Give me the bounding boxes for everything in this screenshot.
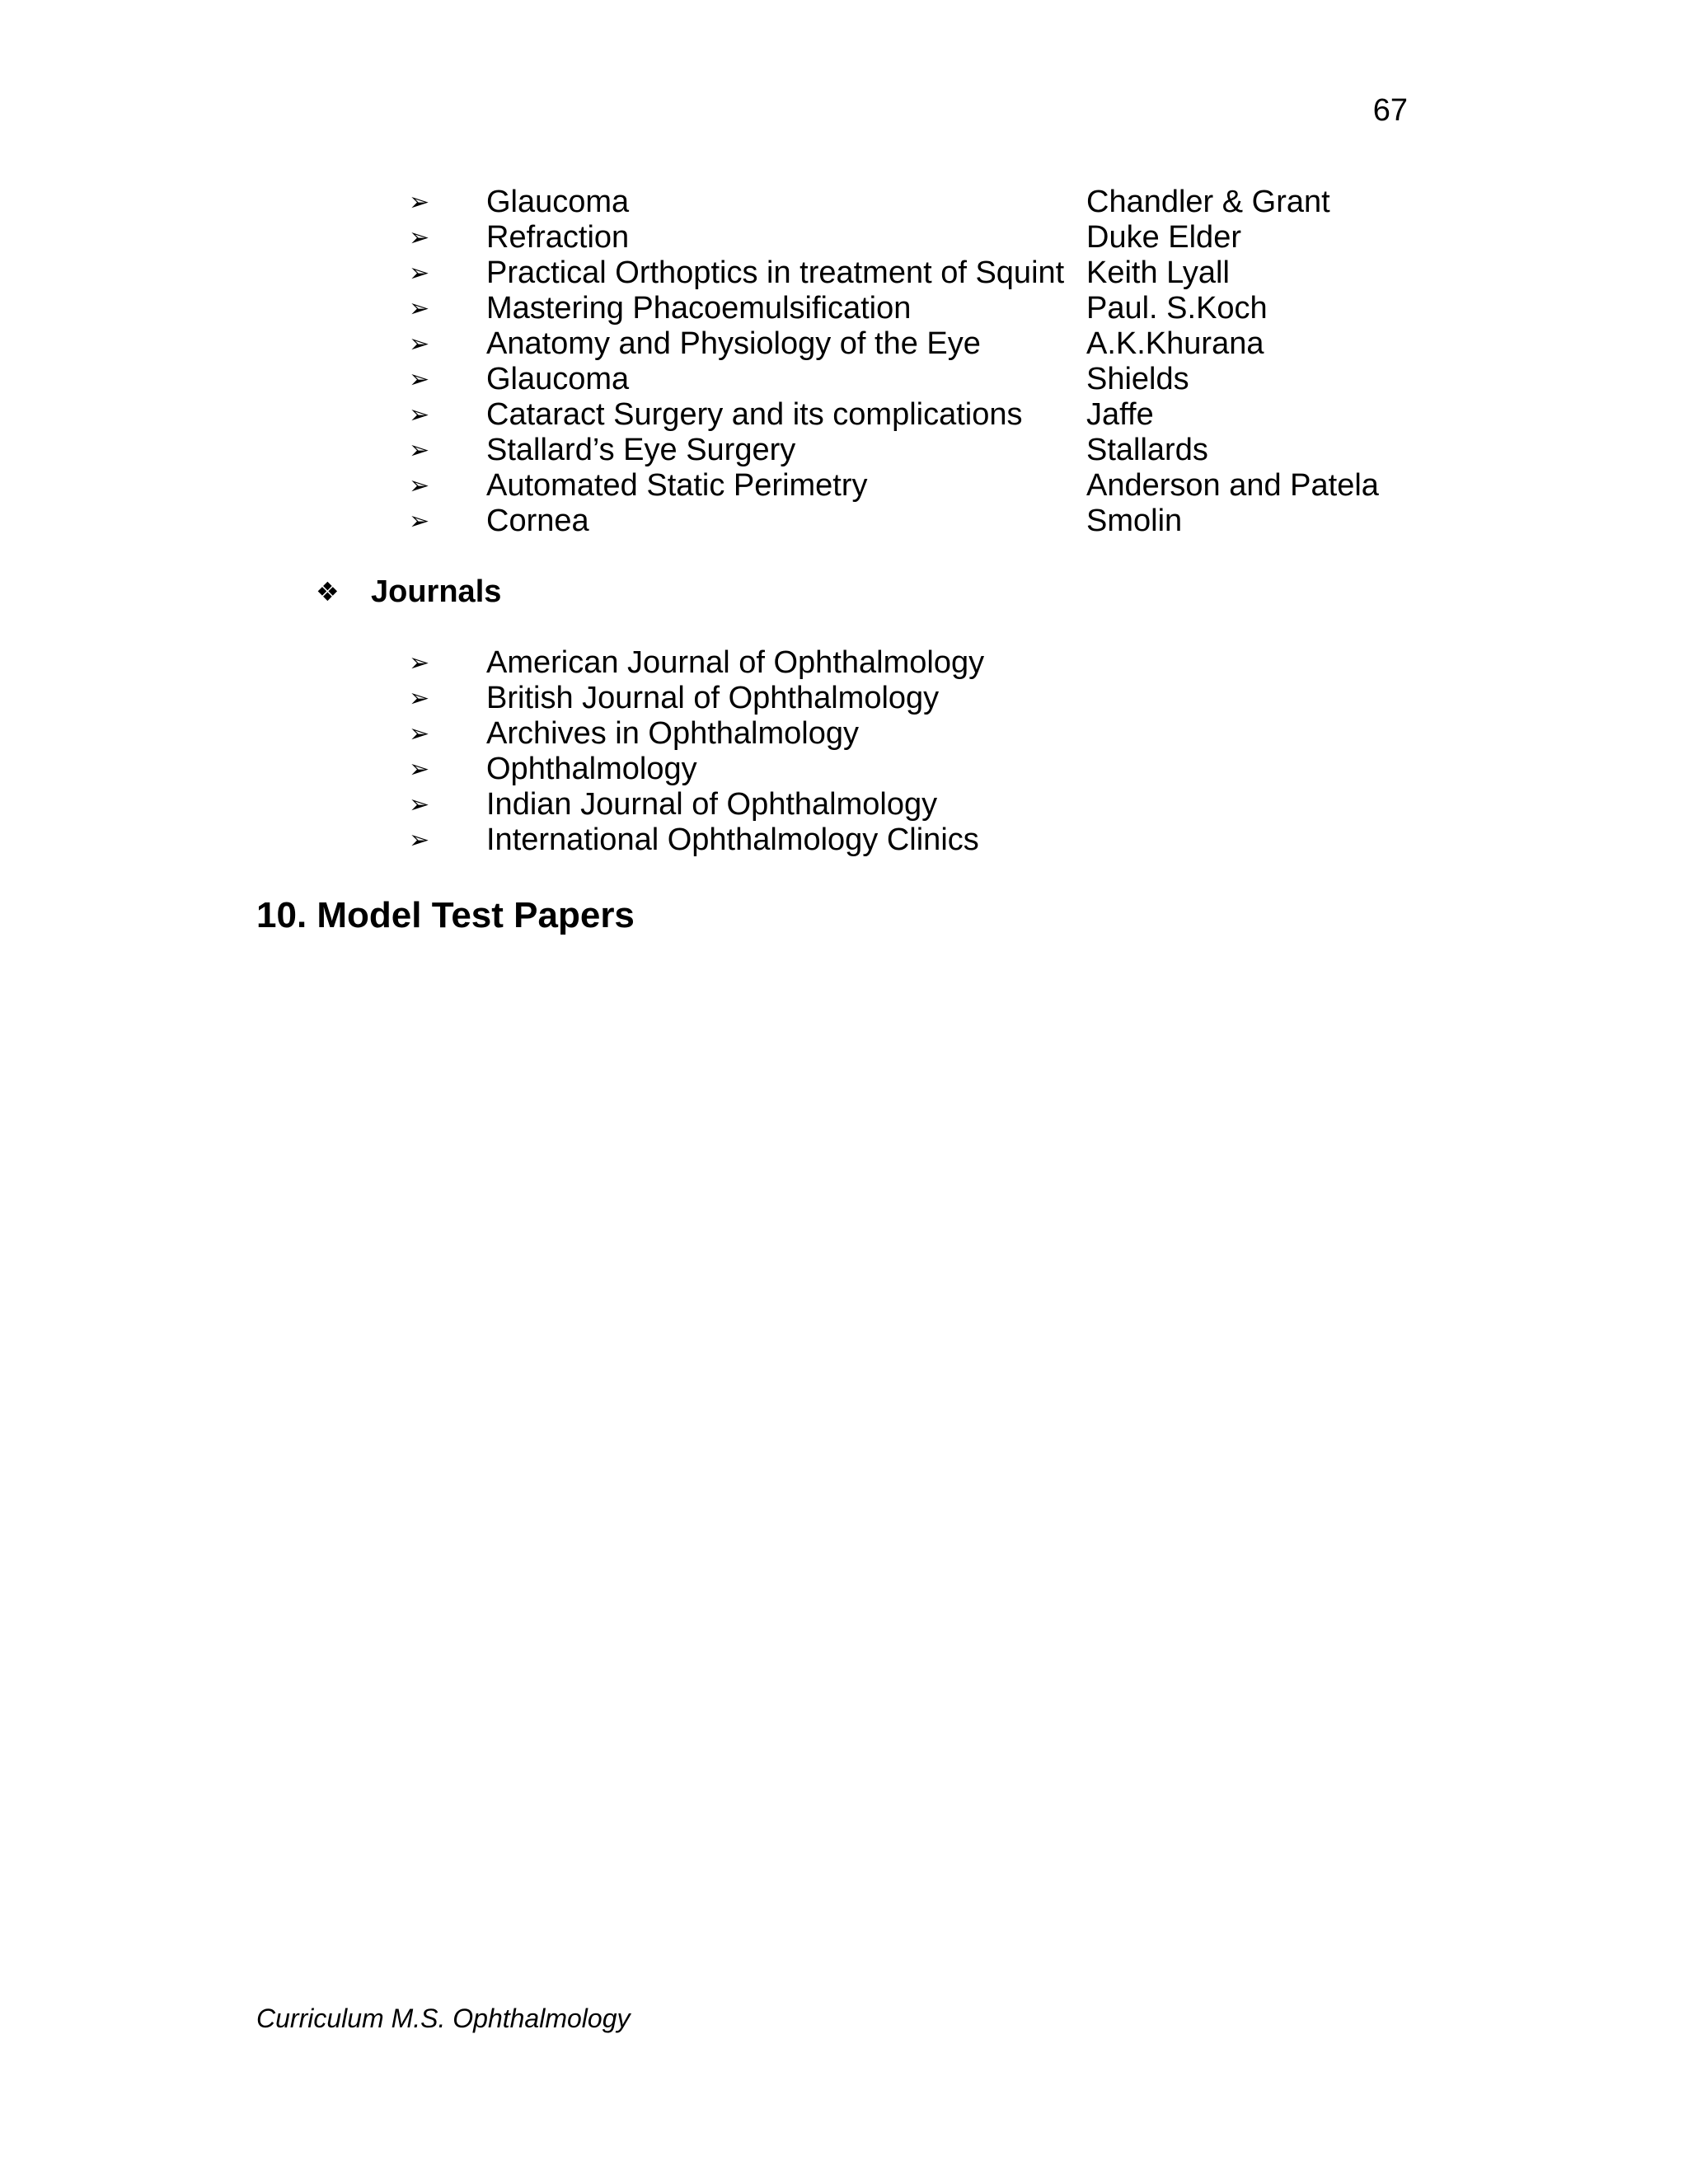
journal-list-item [0,681,1688,716]
arrow-bullet-icon: ➢ [409,685,430,712]
arrow-bullet-icon: ➢ [409,756,430,783]
journal-list-item [0,752,1688,787]
book-title: Stallard’s Eye Surgery [486,433,796,467]
book-list-item [0,397,1688,433]
arrow-bullet-icon: ➢ [409,330,430,358]
arrow-bullet-icon: ➢ [409,437,430,464]
book-title: Glaucoma [486,185,630,219]
book-title: Glaucoma [486,362,630,396]
book-list-item [0,185,1688,220]
book-author: Paul. S.Koch [1086,291,1268,326]
book-author: Shields [1086,362,1189,396]
reference-books-list [0,185,1688,539]
arrow-bullet-icon: ➢ [409,827,430,854]
journal-title: British Journal of Ophthalmology [486,681,940,715]
book-author: Smolin [1086,504,1183,538]
arrow-bullet-icon: ➢ [409,472,430,499]
book-list-item [0,291,1688,326]
journal-title: Ophthalmology [486,752,697,786]
arrow-bullet-icon: ➢ [409,224,430,251]
book-author: Jaffe [1086,397,1154,432]
journals-list [0,645,1688,858]
arrow-bullet-icon: ➢ [409,720,430,748]
book-list-item [0,362,1688,397]
book-title: Anatomy and Physiology of the Eye [486,326,981,361]
book-author: Keith Lyall [1086,255,1230,290]
book-list-item [0,220,1688,255]
journals-heading-label: Journals [371,574,502,609]
book-list-item [0,255,1688,291]
journal-list-item [0,645,1688,681]
book-list-item [0,468,1688,504]
journal-title: Archives in Ophthalmology [486,716,859,751]
journal-list-item [0,716,1688,752]
book-author: Anderson and Patela [1086,468,1379,503]
arrow-bullet-icon: ➢ [409,649,430,677]
journal-title: American Journal of Ophthalmology [486,645,985,680]
book-list-item [0,433,1688,468]
arrow-bullet-icon: ➢ [409,295,430,322]
arrow-bullet-icon: ➢ [409,508,430,535]
book-list-item [0,504,1688,539]
book-author: A.K.Khurana [1086,326,1264,361]
diamond-bullet-icon: ❖ [316,577,340,607]
book-title: Cornea [486,504,589,538]
journal-list-item [0,823,1688,858]
arrow-bullet-icon: ➢ [409,366,430,393]
arrow-bullet-icon: ➢ [409,189,430,216]
book-title: Automated Static Perimetry [486,468,868,503]
book-author: Duke Elder [1086,220,1241,255]
book-author: Chandler & Grant [1086,185,1330,219]
section-heading: 10. Model Test Papers [256,895,635,935]
book-title: Practical Orthoptics in treatment of Squint [486,255,1065,290]
book-author: Stallards [1086,433,1208,467]
arrow-bullet-icon: ➢ [409,401,430,429]
journal-title: International Ophthalmology Clinics [486,823,979,857]
journal-list-item [0,787,1688,823]
arrow-bullet-icon: ➢ [409,260,430,287]
book-list-item [0,326,1688,362]
arrow-bullet-icon: ➢ [409,791,430,818]
book-title: Mastering Phacoemulsification [486,291,912,326]
journal-title: Indian Journal of Ophthalmology [486,787,938,822]
book-title: Refraction [486,220,630,255]
journals-heading [0,574,1688,610]
page-footer: Curriculum M.S. Ophthalmology [256,2004,631,2033]
page-number: 67 [1372,93,1408,128]
book-title: Cataract Surgery and its complications [486,397,1023,432]
